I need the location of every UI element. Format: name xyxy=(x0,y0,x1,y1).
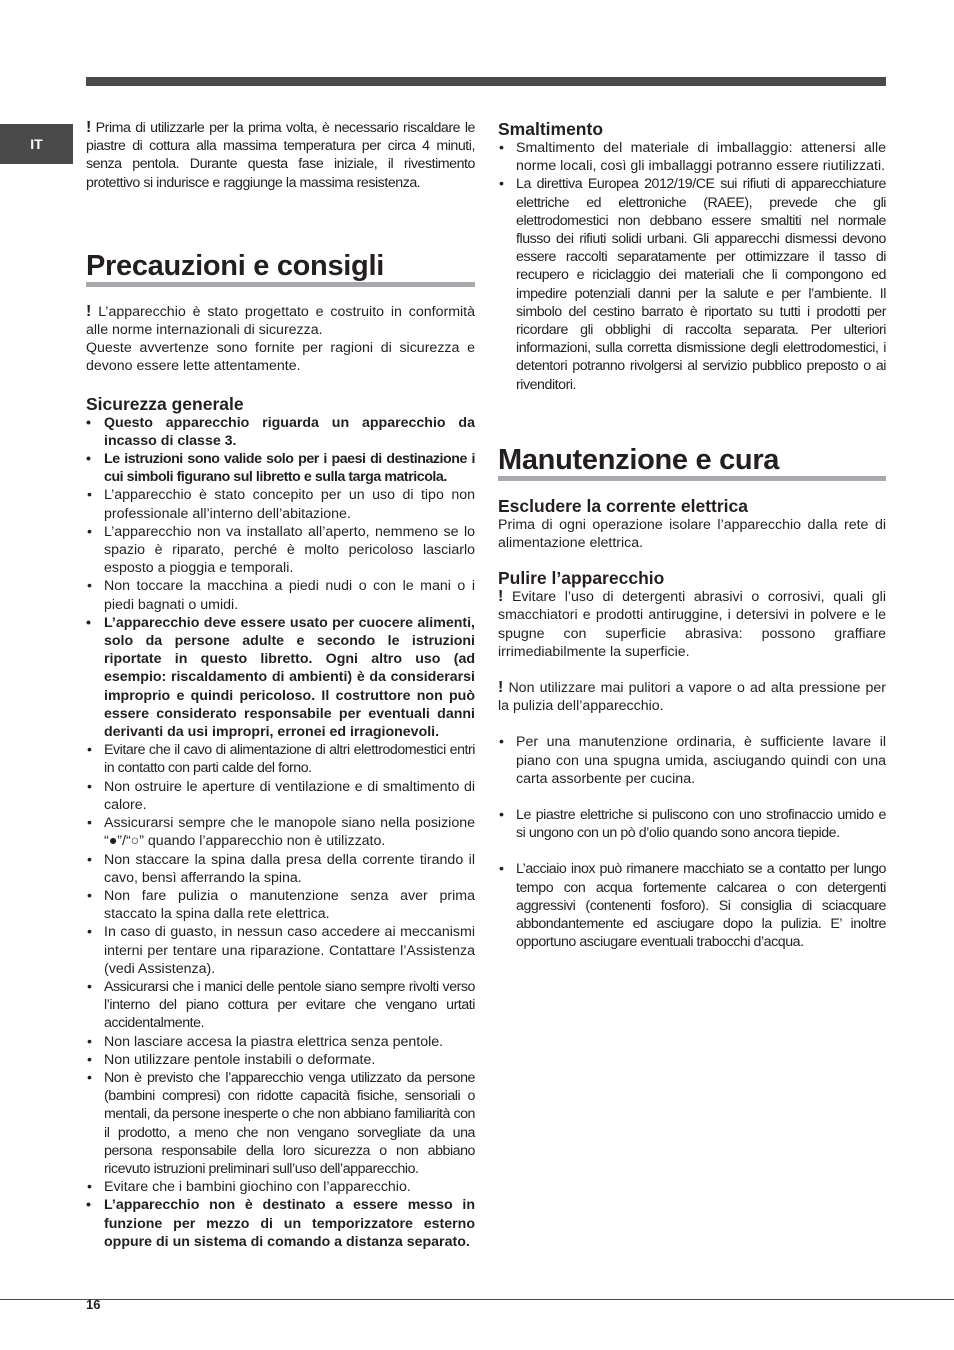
list-item: • In caso di guasto, in nessun caso accedere ai meccanismi interni per tentare una riparazione. Contattare l’Assistenza (vedi Assistenza). xyxy=(86,923,475,978)
subtitle-general-safety: Sicurezza generale xyxy=(86,393,244,414)
list-item: • L’acciaio inox può rimanere macchiato se a contatto per lungo tempo con acqua fortemente calcarea o con detergenti aggressivi (contenenti fosforo). Si consiglia di sciacquare abbondantemente ed asciugare dopo la pulizia. E’ inoltre opportuno asciugare eventuali trabocchi d’acqua. xyxy=(498,860,886,951)
disposal-list xyxy=(498,139,886,394)
list-item: • Non lasciare accesa la piastra elettrica senza pentole. xyxy=(86,1033,475,1051)
list-item: • Non fare pulizia o manutenzione senza aver prima staccato la spina dalla rete elettrica. xyxy=(86,887,475,923)
warning-mark: ! xyxy=(86,302,92,320)
safety-list xyxy=(86,414,475,1251)
section-title-precautions: Precauzioni e consigli xyxy=(86,250,475,287)
list-item: • Smaltimento del materiale di imballaggio: attenersi alle norme locali, così gli imballaggi potranno essere riutilizzati. xyxy=(498,139,886,175)
list-item: • Non ostruire le aperture di ventilazione e di smaltimento di calore. xyxy=(86,778,475,814)
list-item: • Evitare che i bambini giochino con l’apparecchio. xyxy=(86,1178,475,1196)
precautions-text-1: L’apparecchio è stato progettato e costruito in conformità alle norme internazionali di sicurezza. xyxy=(86,303,475,339)
list-item: • Per una manutenzione ordinaria, è sufficiente lavare il piano con una spugna umida, asciugando quindi con una carta assorbente per cucina. xyxy=(498,733,886,788)
list-item: • Non staccare la spina dalla presa della corrente tirando il cavo, bensì afferrando la spina. xyxy=(86,851,475,887)
list-item: • Le istruzioni sono valide solo per i paesi di destinazione i cui simboli figurano sul libretto e sulla targa matricola. xyxy=(86,450,475,486)
header-bar xyxy=(86,77,886,86)
warning-mark: ! xyxy=(498,679,504,697)
warning-mark: ! xyxy=(86,119,91,136)
list-item: • Non è previsto che l’apparecchio venga utilizzato da persone (bambini compresi) con ridotte capacità fisiche, sensoriali o mentali, da persone inesperte o che non abbiano familiarità con il prodotto, a meno che non vengano sorvegliate da una persona responsabile della loro sicurezza o non abbiano ricevuto istruzioni preliminari sull’uso dell’apparecchio. xyxy=(86,1069,475,1178)
list-item: • Evitare che il cavo di alimentazione di altri elettrodomestici entri in contatto con parti calde del forno. xyxy=(86,741,475,777)
intro-text: Prima di utilizzarle per la prima volta, è necessario riscaldare le piastre di cottura alla massima temperatura per circa 4 minuti, senza pentola. Durante questa fase iniziale, il rivestimento protettivo si indurisce e raggiunge la massima resistenza. xyxy=(86,120,475,191)
list-item: • Questo apparecchio riguarda un apparecchio da incasso di classe 3. xyxy=(86,414,475,450)
warning-mark: ! xyxy=(498,588,504,606)
precautions-paragraph-2: Queste avvertenze sono fornite per ragioni di sicurezza e devono essere lette attentamente. xyxy=(86,340,475,375)
list-item: • La direttiva Europea 2012/19/CE sui rifiuti di apparecchiature elettriche ed elettroniche (RAEE), prevede che gli elettrodomestici non debbano essere smaltiti nel normale flusso dei rifiuti solidi urbani. Gli apparecchi dismessi devono essere raccolti separatamente per ottimizzare il tasso di recupero e riciclaggio dei materiali che li compongono ed impedire potenziali danni per la salute e per l’ambiente. Il simbolo del cestino barrato è riportato su tutti i prodotti per ricordare gli obblighi di raccolta separata. Per ulteriori informazioni, sulla corretta dismissione degli elettrodomestici, i detentori potranno rivolgersi al servizio pubblico preposto o ai rivenditori. xyxy=(498,175,886,393)
right-column xyxy=(498,119,886,952)
cleaning-paragraph-1 xyxy=(498,588,886,661)
list-item: • L’apparecchio è stato concepito per un uso di tipo non professionale all’interno dell’abitazione. xyxy=(86,486,475,522)
left-column xyxy=(86,119,475,1251)
list-item: • Non utilizzare pentole instabili o deformate. xyxy=(86,1051,475,1069)
page-number: 16 xyxy=(86,1297,101,1312)
subtitle-disposal: Smaltimento xyxy=(498,119,604,139)
list-item: • Assicurarsi che i manici delle pentole siano sempre rivolti verso l’interno del piano cottura per evitare che vengano urtati accidentalmente. xyxy=(86,978,475,1033)
cleaning-text-1: Evitare l’uso di detergenti abrasivi o corrosivi, quali gli smacchiatori e prodotti antiruggine, i detersivi in polvere e le spugne con superficie abrasiva: possono graffiare irrimediabilmente la superficie. xyxy=(498,589,886,660)
list-item: • L’apparecchio deve essere usato per cuocere alimenti, solo da persone adulte e secondo le istruzioni riportate in questo libretto. Ogni altro uso (ad esempio: riscaldamento di ambienti) è da considerarsi improprio e quindi pericoloso. Il costruttore non può essere considerato responsabile per eventuali danni derivanti da usi impropri, erronei ed irragionevoli. xyxy=(86,614,475,741)
cleaning-list xyxy=(498,733,886,951)
subtitle-cleaning: Pulire l’apparecchio xyxy=(498,568,665,589)
list-item: • Le piastre elettriche si puliscono con uno strofinaccio umido e si ungono con un pò d’olio quando sono ancora tiepide. xyxy=(498,806,886,842)
subtitle-power-off: Escludere la corrente elettrica xyxy=(498,495,748,516)
language-tab: IT xyxy=(0,124,73,164)
footer-rule xyxy=(0,1299,954,1300)
list-item: • L’apparecchio non va installato all’aperto, nemmeno se lo spazio è riparato, perché è molto pericoloso lasciarlo esposto a pioggia e temporali. xyxy=(86,523,475,578)
cleaning-text-2: Non utilizzare mai pulitori a vapore o ad alta pressione per la pulizia dell’apparecchio. xyxy=(498,680,886,715)
list-item: • Assicurarsi sempre che le manopole siano nella posizione “●”/“○” quando l’apparecchio non è utilizzato. xyxy=(86,814,475,850)
power-off-text: Prima di ogni operazione isolare l’apparecchio dalla rete di alimentazione elettrica. xyxy=(498,516,886,552)
cleaning-paragraph-2 xyxy=(498,679,886,715)
intro-paragraph xyxy=(86,119,475,192)
list-item: • Non toccare la macchina a piedi nudi o con le mani o i piedi bagnati o umidi. xyxy=(86,577,475,613)
precautions-paragraph-1 xyxy=(86,303,475,339)
list-item: • L’apparecchio non è destinato a essere messo in funzione per mezzo di un temporizzatore esterno oppure di un sistema di comando a distanza separato. xyxy=(86,1196,475,1251)
section-title-maintenance: Manutenzione e cura xyxy=(498,444,886,481)
